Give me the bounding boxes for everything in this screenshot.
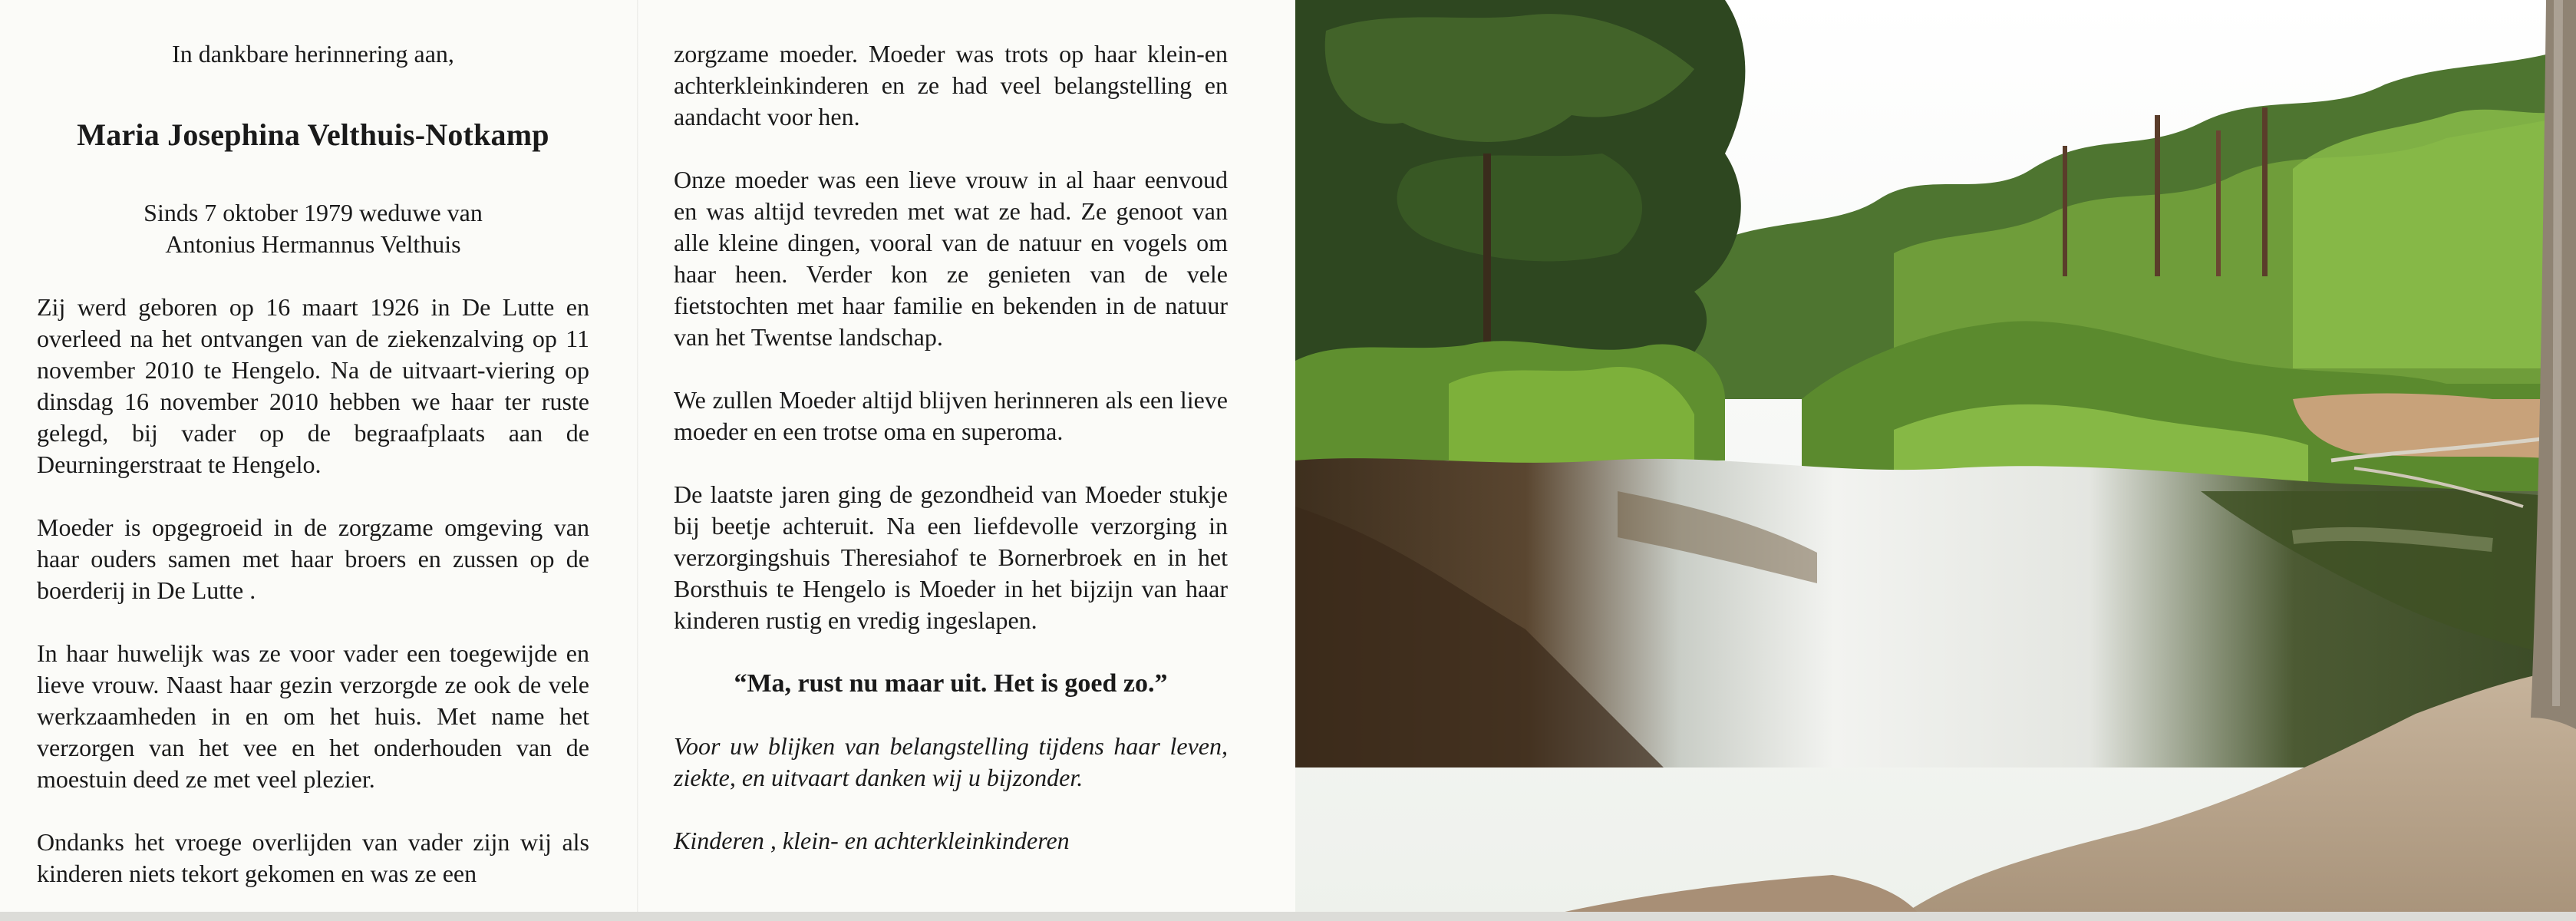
character-paragraph: Onze moeder was een lieve vrouw in al haar eenvoud en was altijd tevreden met wat ze had. Ze genoot van alle kleine dingen, vooral van de natuur en vogels om haar heen. Verder kon ze genieten van de vele fietstochten met haar familie en bekenden in de natuur van het Twentse landschap.	[674, 166, 1228, 351]
landscape-illustration	[1295, 0, 2576, 921]
thanks-paragraph: Voor uw blijken van belangstelling tijdens haar leven, ziekte, en uitvaart danken wij u bijzonder.	[674, 732, 1228, 791]
signature-line: Kinderen , klein- en achterkleinkinderen	[674, 827, 1070, 854]
final-years-paragraph: De laatste jaren ging de gezondheid van Moeder stukje bij beetje achteruit. Na een liefdevolle verzorging in verzorgingshuis Theresiahof te Bornerbroek en in het Borsthuis te Hengelo is Moeder in het bijzijn van haar kinderen rustig en vredig ingeslapen.	[674, 480, 1228, 634]
farewell-quote: “Ma, rust nu maar uit. Het is goed zo.”	[734, 669, 1168, 698]
widow-line-1: Sinds 7 oktober 1979 weduwe van	[143, 199, 483, 226]
deceased-name: Maria Josephina Velthuis-Notkamp	[77, 117, 549, 152]
upbringing-paragraph: Moeder is opgegroeid in de zorgzame omgeving van haar ouders samen met haar broers en zussen op de boerderij in De Lutte .	[37, 513, 589, 604]
widow-line-2: Antonius Hermannus Velthuis	[165, 230, 461, 258]
widowhood-paragraph: Ondanks het vroege overlijden van vader zijn wij als kinderen niets tekort gekomen en was ze een	[37, 828, 589, 887]
marriage-paragraph: In haar huwelijk was ze voor vader een toegewijde en lieve vrouw. Naast haar gezin verzorgde ze ook de vele werkzaamheden in en om het huis. Met name het verzorgen van het vee en het onderhouden van de moestuin deed ze met veel plezier.	[37, 639, 589, 793]
mother-paragraph: zorgzame moeder. Moeder was trots op haar klein-en achterkleinkinderen en ze had veel belangstelling en aandacht voor hen.	[674, 40, 1228, 130]
middle-text-column	[637, 0, 1289, 921]
intro-line: In dankbare herinnering aan,	[172, 40, 454, 68]
card-bottom-edge	[0, 912, 2576, 921]
birth-death-paragraph: Zij werd geboren op 16 maart 1926 in De Lutte en overleed na het ontvangen van de ziekenzalving op 11 november 2010 te Hengelo. Na de uitvaart-viering op dinsdag 16 november 2010 hebben we haar ter ruste gelegd, bij vader op de begraafplaats aan de Deurningerstraat te Hengelo.	[37, 293, 589, 478]
pond-landscape-photo	[1295, 0, 2576, 921]
remembrance-paragraph: We zullen Moeder altijd blijven herinneren als een lieve moeder en een trotse oma en superoma.	[674, 386, 1228, 445]
left-text-column	[0, 0, 637, 921]
